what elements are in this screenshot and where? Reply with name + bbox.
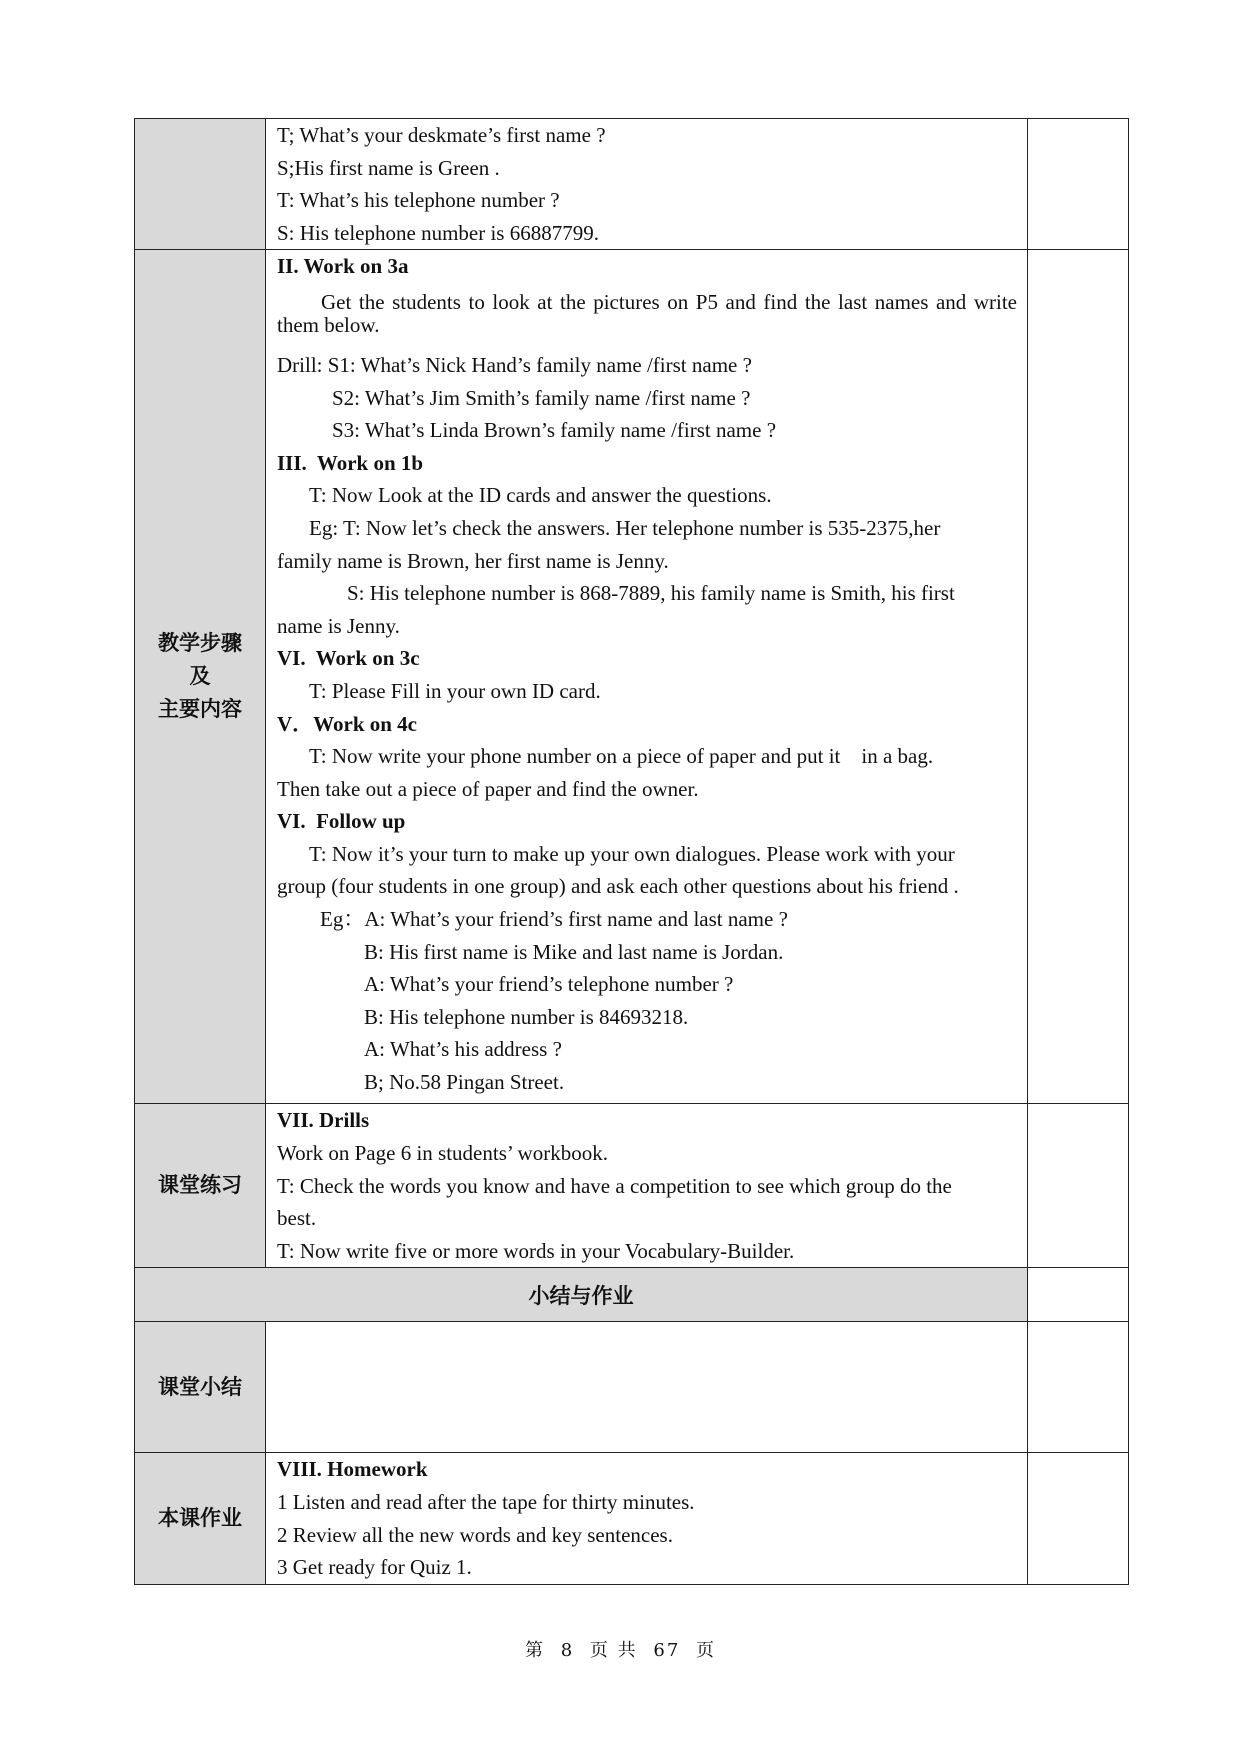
dialogue-line: B: His first name is Mike and last name is Jordan. bbox=[364, 939, 784, 964]
text-line: T: What’s his telephone number ? bbox=[277, 188, 560, 213]
dialogue-line: Eg：A: What’s your friend’s first name and last name ? bbox=[320, 907, 788, 932]
steps-label-line: 主要内容 bbox=[158, 697, 242, 722]
homework-content bbox=[266, 1453, 1028, 1584]
text-line: 2 Review all the new words and key sentences. bbox=[277, 1522, 673, 1547]
homework-heading: VIII. Homework bbox=[277, 1457, 428, 1482]
page-total: 67 bbox=[653, 1640, 681, 1661]
steps-label-line: 教学步骤 bbox=[158, 631, 242, 656]
footer-suffix: 页 bbox=[696, 1640, 717, 1661]
text-line: T: Check the words you know and have a competition to see which group do the bbox=[277, 1173, 952, 1198]
practice-heading: VII. Drills bbox=[277, 1108, 370, 1133]
section-heading-3c: VI. Work on 3c bbox=[277, 646, 420, 671]
intro-row bbox=[135, 119, 1129, 250]
dialogue-line: A: What’s your friend’s telephone number ? bbox=[364, 972, 734, 997]
text-line: T: Please Fill in your own ID card. bbox=[309, 678, 601, 703]
text-line: T: Now Look at the ID cards and answer the questions. bbox=[309, 483, 772, 508]
dialogue-line: B; No.58 Pingan Street. bbox=[364, 1070, 565, 1095]
homework-remarks-cell bbox=[1028, 1453, 1129, 1584]
steps-remarks-cell bbox=[1028, 250, 1129, 1104]
practice-label: 课堂练习 bbox=[135, 1104, 266, 1268]
text-line: S: His telephone number is 66887799. bbox=[277, 220, 599, 245]
footer-middle: 页 共 bbox=[589, 1640, 638, 1661]
paragraph-3a: Get the students to look at the pictures on P5 and find the last names and write them below. bbox=[277, 289, 1017, 337]
text-line: Then take out a piece of paper and find the owner. bbox=[277, 776, 699, 801]
text-line: T: Now it’s your turn to make up your own dialogues. Please work with your bbox=[309, 841, 955, 866]
practice-row bbox=[135, 1104, 1129, 1268]
steps-row bbox=[135, 250, 1129, 1104]
text-line: name is Jenny. bbox=[277, 613, 400, 638]
summary-row bbox=[135, 1322, 1129, 1453]
lesson-plan-table bbox=[134, 118, 1129, 1585]
section-heading-4c: V．Work on 4c bbox=[277, 711, 418, 736]
intro-label-cell bbox=[135, 119, 266, 250]
text-line: S: His telephone number is 868-7889, his family name is Smith, his first bbox=[347, 581, 955, 606]
drill-line: S3: What’s Linda Brown’s family name /first name ? bbox=[332, 418, 777, 443]
text-line: T: Now write your phone number on a piece of paper and put it in a bag. bbox=[309, 744, 934, 769]
summary-content bbox=[266, 1322, 1028, 1453]
text-line: 1 Listen and read after the tape for thirty minutes. bbox=[277, 1489, 695, 1514]
text-line: T: Now write five or more words in your Vocabulary-Builder. bbox=[277, 1238, 795, 1263]
dialogue-line: B: His telephone number is 84693218. bbox=[364, 1004, 689, 1029]
summary-label: 课堂小结 bbox=[135, 1322, 266, 1453]
homework-label: 本课作业 bbox=[135, 1453, 266, 1584]
footer-prefix: 第 bbox=[524, 1640, 545, 1661]
drill-line: S2: What’s Jim Smith’s family name /first name ? bbox=[332, 385, 751, 410]
section-heading-follow-up: VI. Follow up bbox=[277, 809, 406, 834]
text-line: S;His first name is Green . bbox=[277, 155, 500, 180]
text-line: group (four students in one group) and ask each other questions about his friend . bbox=[277, 874, 959, 899]
summary-remarks-cell bbox=[1028, 1322, 1129, 1453]
page-footer bbox=[0, 1636, 1241, 1662]
text-line: Work on Page 6 in students’ workbook. bbox=[277, 1140, 608, 1165]
intro-remarks-cell bbox=[1028, 119, 1129, 250]
steps-label bbox=[135, 250, 266, 1104]
section-heading-1b: III. Work on 1b bbox=[277, 450, 424, 475]
text-line: family name is Brown, her first name is Jenny. bbox=[277, 548, 669, 573]
section-title: 小结与作业 bbox=[135, 1268, 1028, 1322]
steps-content bbox=[266, 250, 1028, 1104]
text-line: best. bbox=[277, 1206, 317, 1231]
text-line: T; What’s your deskmate’s first name ? bbox=[277, 123, 606, 147]
text-line: Eg: T: Now let’s check the answers. Her telephone number is 535-2375,her bbox=[309, 515, 941, 540]
section-remarks-cell bbox=[1028, 1268, 1129, 1322]
steps-label-line: 及 bbox=[189, 664, 211, 689]
drill-line: Drill: S1: What’s Nick Hand’s family name /first name ? bbox=[277, 352, 752, 377]
practice-content bbox=[266, 1104, 1028, 1268]
text-line: 3 Get ready for Quiz 1. bbox=[277, 1555, 472, 1580]
homework-row bbox=[135, 1453, 1129, 1584]
summary-section-row bbox=[135, 1268, 1129, 1322]
dialogue-line: A: What’s his address ? bbox=[364, 1037, 562, 1062]
section-heading-3a: II. Work on 3a bbox=[277, 254, 409, 279]
practice-remarks-cell bbox=[1028, 1104, 1129, 1268]
page-number: 8 bbox=[560, 1640, 575, 1661]
intro-content bbox=[266, 119, 1028, 250]
